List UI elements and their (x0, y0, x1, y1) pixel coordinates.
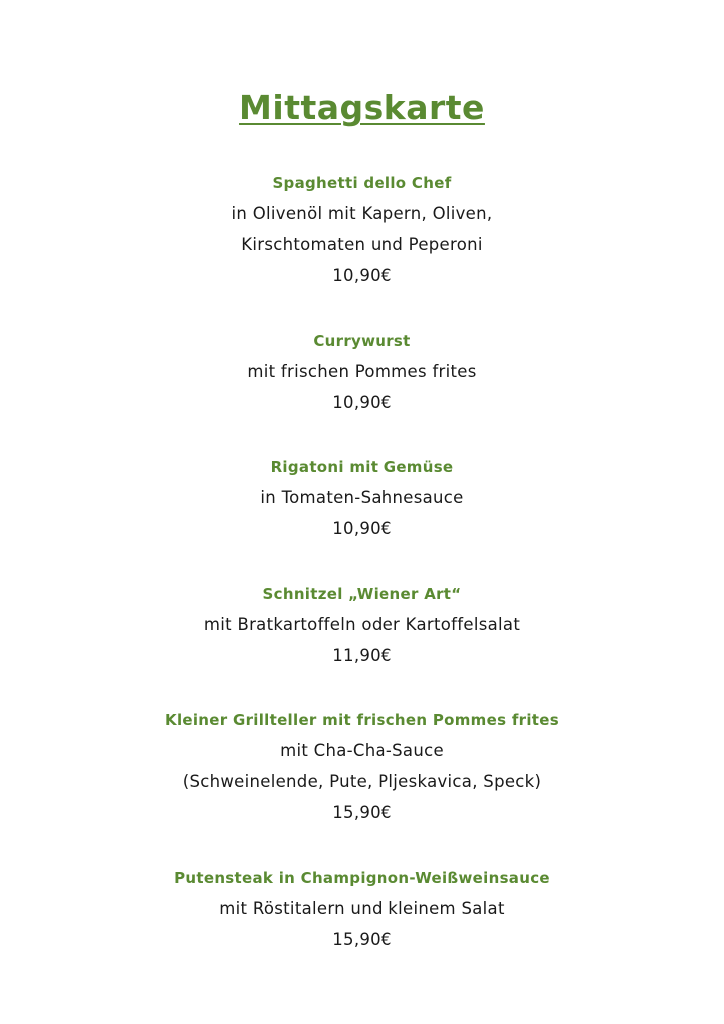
menu-item (0, 456, 724, 549)
dish-description: Kirschtomaten und Peperoni (241, 235, 483, 254)
dish-description: mit frischen Pommes frites (247, 362, 477, 381)
dish-price: 10,90€ (332, 266, 392, 285)
dish-description: (Schweinelende, Pute, Pljeskavica, Speck) (182, 772, 542, 791)
dish-description: mit Röstitalern und kleinem Salat (219, 899, 505, 918)
dish-price: 10,90€ (332, 393, 392, 412)
dish-name: Rigatoni mit Gemüse (270, 458, 454, 476)
dish-description: mit Cha-Cha-Sauce (280, 741, 444, 760)
dish-name: Spaghetti dello Chef (272, 174, 452, 192)
dish-description: in Tomaten-Sahnesauce (260, 488, 464, 507)
dish-name: Schnitzel „Wiener Art“ (262, 585, 462, 603)
dish-price: 15,90€ (332, 930, 392, 949)
dish-name: Putensteak in Champignon-Weißweinsauce (174, 869, 550, 887)
dish-name: Currywurst (313, 332, 411, 350)
menu-item (0, 709, 724, 833)
menu-item (0, 867, 724, 960)
dish-price: 15,90€ (332, 803, 392, 822)
menu-title: Mittagskarte (239, 88, 485, 127)
menu-item (0, 330, 724, 423)
dish-description: in Olivenöl mit Kapern, Oliven, (231, 204, 493, 223)
dish-price: 10,90€ (332, 519, 392, 538)
menu-item (0, 583, 724, 676)
dish-name: Kleiner Grillteller mit frischen Pommes frites (165, 711, 559, 729)
dish-description: mit Bratkartoffeln oder Kartoffelsalat (203, 615, 521, 634)
menu-item (0, 172, 724, 296)
dish-price: 11,90€ (332, 646, 392, 665)
